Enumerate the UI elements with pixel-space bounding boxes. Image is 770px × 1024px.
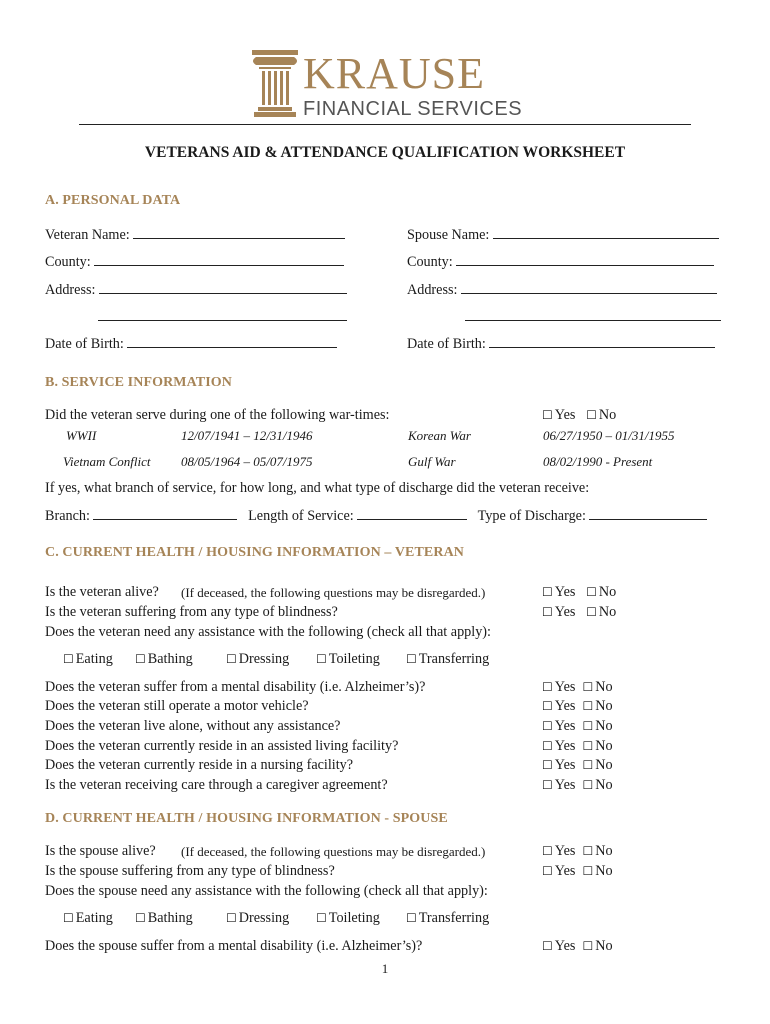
length-label: Length of Service:	[248, 508, 354, 524]
veteran-county-field[interactable]	[45, 253, 344, 271]
veteran-name-label: Veteran Name:	[45, 227, 130, 243]
spouse-dob-label: Date of Birth:	[407, 336, 486, 352]
discharge-line[interactable]	[589, 507, 707, 520]
veteran-address-line[interactable]	[99, 281, 347, 294]
veteran-blindness-question: Is the veteran suffering from any type of blindness?	[45, 604, 338, 620]
veteran-question: Does the veteran currently reside in a nursing facility?	[45, 757, 354, 773]
yes-no-group	[542, 757, 613, 774]
no-checkbox[interactable]: ☐ No	[583, 777, 613, 793]
veteran-address-field[interactable]	[45, 281, 347, 299]
war-dates: 08/02/1990 - Present	[543, 454, 653, 469]
yes-no-group	[542, 777, 613, 794]
adl-checkbox[interactable]: ☐ Toileting	[316, 910, 380, 927]
no-checkbox[interactable]: ☐ No	[583, 863, 613, 879]
veteran-assistance-question: Does the veteran need any assistance with the following (check all that apply):	[45, 624, 491, 640]
no-checkbox[interactable]: ☐ No	[583, 938, 613, 954]
spouse-assistance-question: Does the spouse need any assistance with the following (check all that apply):	[45, 883, 488, 899]
war-name: Korean War	[408, 428, 471, 443]
war-name: Vietnam Conflict	[63, 454, 151, 469]
spouse-mental-question: Does the spouse suffer from a mental disability (i.e. Alzheimer’s)?	[45, 938, 423, 954]
no-checkbox[interactable]: ☐ No	[583, 738, 613, 754]
no-checkbox[interactable]: ☐ No	[583, 718, 613, 734]
no-checkbox[interactable]: ☐ No	[583, 843, 613, 859]
adl-checkbox[interactable]: ☐ Eating	[63, 651, 113, 668]
veteran-dob-label: Date of Birth:	[45, 336, 124, 352]
spouse-county-field[interactable]	[407, 253, 714, 271]
adl-checkbox[interactable]: ☐ Eating	[63, 910, 113, 927]
yes-no-group	[542, 938, 613, 955]
spouse-county-label: County:	[407, 254, 453, 270]
yes-checkbox[interactable]: ☐ Yes	[542, 777, 575, 793]
wartime-yes-checkbox[interactable]: ☐ Yes	[542, 407, 575, 423]
spouse-address-line-2[interactable]	[465, 308, 721, 321]
war-dates: 06/27/1950 – 01/31/1955	[543, 428, 675, 443]
yes-checkbox[interactable]: ☐ Yes	[542, 718, 575, 734]
no-checkbox[interactable]: ☐ No	[583, 679, 613, 695]
veteran-county-label: County:	[45, 254, 91, 270]
adl-checkbox[interactable]: ☐ Dressing	[226, 910, 289, 927]
column-icon	[250, 48, 300, 120]
veteran-question: Is the veteran receiving care through a caregiver agreement?	[45, 777, 388, 793]
spouse-address-label: Address:	[407, 282, 458, 298]
length-line[interactable]	[357, 507, 467, 520]
yes-no-group	[542, 863, 613, 880]
section-a-heading: A. PERSONAL DATA	[45, 193, 181, 208]
yes-no-group	[542, 679, 613, 696]
wartime-no-checkbox[interactable]: ☐ No	[586, 407, 616, 423]
veteran-question: Does the veteran currently reside in an assisted living facility?	[45, 738, 399, 754]
adl-checkbox[interactable]: ☐ Toileting	[316, 651, 380, 668]
yes-no-group	[542, 584, 616, 601]
yes-checkbox[interactable]: ☐ Yes	[542, 863, 575, 879]
header-divider	[79, 124, 691, 125]
veteran-name-field[interactable]	[45, 226, 345, 244]
yes-checkbox[interactable]: ☐ Yes	[542, 698, 575, 714]
veteran-name-line[interactable]	[133, 226, 345, 239]
spouse-name-line[interactable]	[493, 226, 719, 239]
spouse-name-field[interactable]	[407, 226, 719, 244]
adl-checkbox[interactable]: ☐ Transferring	[406, 910, 489, 927]
logo-main: KRAUSE	[303, 49, 486, 98]
veteran-address-line-2[interactable]	[98, 308, 347, 321]
branch-label: Branch:	[45, 508, 90, 524]
spouse-address-field[interactable]	[407, 281, 717, 299]
veteran-dob-line[interactable]	[127, 335, 337, 348]
logo-sub: FINANCIAL SERVICES	[303, 98, 523, 120]
spouse-county-line[interactable]	[456, 253, 714, 266]
yes-no-group	[542, 738, 613, 755]
yes-checkbox[interactable]: ☐ Yes	[542, 738, 575, 754]
war-name: WWII	[66, 428, 97, 443]
no-checkbox[interactable]: ☐ No	[583, 698, 613, 714]
yes-checkbox[interactable]: ☐ Yes	[542, 843, 575, 859]
spouse-deceased-note: (If deceased, the following questions may be disregarded.)	[181, 844, 486, 859]
no-checkbox[interactable]: ☐ No	[583, 757, 613, 773]
yes-checkbox[interactable]: ☐ Yes	[542, 679, 575, 695]
yes-checkbox[interactable]: ☐ Yes	[542, 584, 575, 600]
section-b-heading: B. SERVICE INFORMATION	[45, 375, 232, 390]
yes-checkbox[interactable]: ☐ Yes	[542, 604, 575, 620]
veteran-question: Does the veteran suffer from a mental disability (i.e. Alzheimer’s)?	[45, 679, 426, 695]
yes-no-group	[542, 698, 613, 715]
veteran-deceased-note: (If deceased, the following questions may be disregarded.)	[181, 585, 486, 600]
wartime-question: Did the veteran serve during one of the following war-times:	[45, 407, 390, 423]
war-name: Gulf War	[408, 454, 456, 469]
yes-no-group	[542, 843, 613, 860]
wartime-yes-no	[542, 407, 616, 424]
page-title: VETERANS AID & ATTENDANCE QUALIFICATION WORKSHEET	[144, 144, 626, 161]
veteran-question: Does the veteran still operate a motor vehicle?	[45, 698, 309, 714]
adl-checkbox[interactable]: ☐ Bathing	[135, 651, 193, 668]
section-c-heading: C. CURRENT HEALTH / HOUSING INFORMATION – VETERAN	[45, 545, 465, 560]
spouse-dob-field[interactable]	[407, 335, 715, 353]
veteran-county-line[interactable]	[94, 253, 344, 266]
no-checkbox[interactable]: ☐ No	[586, 604, 616, 620]
spouse-blindness-question: Is the spouse suffering from any type of blindness?	[45, 863, 335, 879]
veteran-question: Does the veteran live alone, without any assistance?	[45, 718, 341, 734]
yes-no-group	[542, 718, 613, 735]
veteran-dob-field[interactable]	[45, 335, 337, 353]
spouse-name-label: Spouse Name:	[407, 227, 490, 243]
war-dates: 12/07/1941 – 12/31/1946	[181, 428, 313, 443]
war-dates: 08/05/1964 – 05/07/1975	[181, 454, 313, 469]
discharge-label: Type of Discharge:	[477, 508, 586, 524]
section-d-heading: D. CURRENT HEALTH / HOUSING INFORMATION - SPOUSE	[45, 811, 448, 826]
yes-checkbox[interactable]: ☐ Yes	[542, 757, 575, 773]
adl-checkbox[interactable]: ☐ Bathing	[135, 910, 193, 927]
veteran-alive-question: Is the veteran alive?	[45, 584, 159, 600]
spouse-alive-question: Is the spouse alive?	[45, 843, 156, 859]
veteran-address-label: Address:	[45, 282, 96, 298]
yes-checkbox[interactable]: ☐ Yes	[542, 938, 575, 954]
yes-no-group	[542, 604, 616, 621]
spouse-address-line[interactable]	[461, 281, 717, 294]
page-number: 1	[381, 961, 389, 976]
adl-checkbox[interactable]: ☐ Transferring	[406, 651, 489, 668]
no-checkbox[interactable]: ☐ No	[586, 584, 616, 600]
service-followup: If yes, what branch of service, for how long, and what type of discharge did the veteran receive:	[45, 480, 590, 496]
adl-checkbox[interactable]: ☐ Dressing	[226, 651, 289, 668]
branch-line[interactable]	[93, 507, 237, 520]
service-details-row	[45, 507, 707, 525]
spouse-dob-line[interactable]	[489, 335, 715, 348]
